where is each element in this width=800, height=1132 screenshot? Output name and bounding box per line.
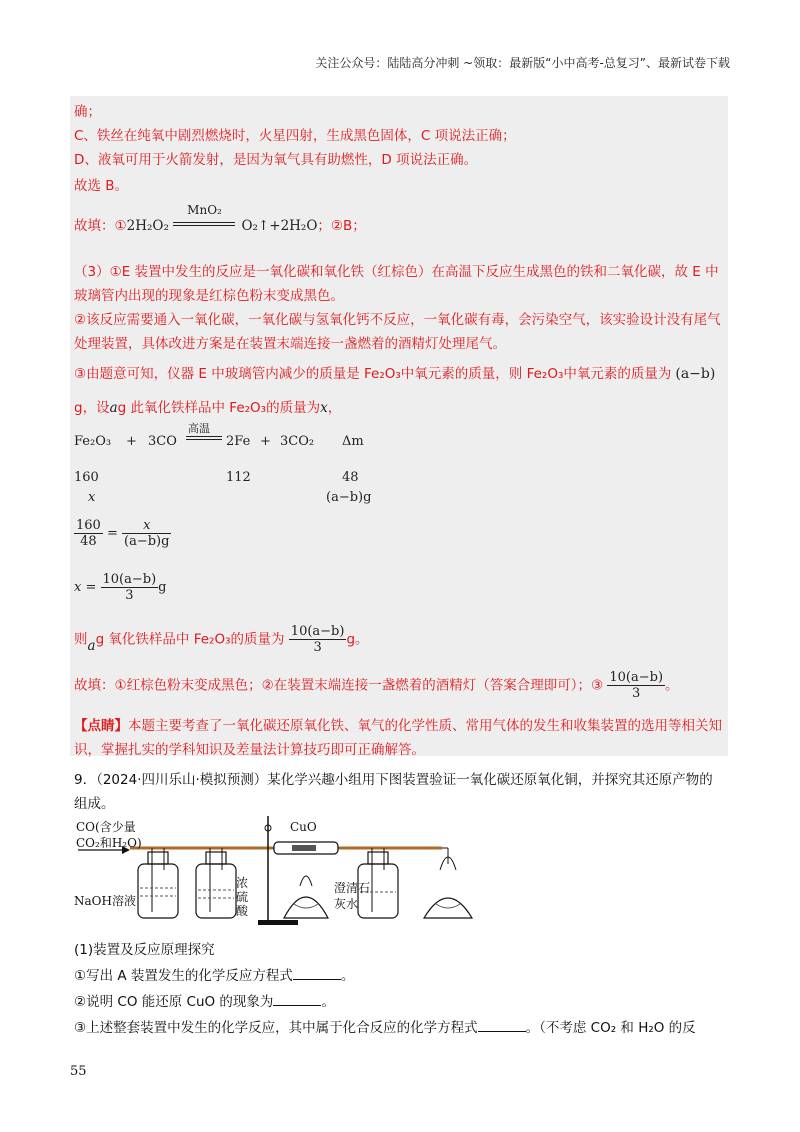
gas-inlet-label-2: CO₂和H₂O) — [76, 836, 142, 850]
q9-item-1: ①写出 A 装置发生的化学反应方程式 。 — [74, 968, 355, 984]
h2so4-label: 浓硫酸 — [236, 876, 249, 918]
answer-background — [70, 96, 728, 756]
fe: 2Fe — [226, 434, 251, 449]
naoh-label: NaOH溶液 — [74, 894, 136, 908]
cuo-label: CuO — [290, 820, 317, 834]
q9-item-3: ③上述整套装置中发生的化学反应，其中属于化合反应的化学方程式 。（不考虑 CO₂ 和 H₂O 的反 — [74, 1020, 696, 1036]
answer-line-d: D、液氧可用于火箭发射，是因为氧气具有助燃性，D 项说法正确。 — [74, 152, 478, 168]
co: 3CO — [148, 434, 177, 449]
co2: 3CO₂ — [280, 434, 315, 449]
part3-para2: ②该反应需要通入一氧化碳，一氧化碳与氢氧化钙不反应，一氧化碳有毒，会污染空气，该实验设计没有尾气处理装置，具体改进方案是在装置末端连接一盏燃着的酒精灯处理尾气。 — [74, 312, 721, 352]
result-line: 则ag 氧化铁样品中 Fe₂O₃的质量为 $\frac{10(a-b)}{3}$ g。 — [74, 624, 369, 655]
mno2-label: MnO₂ — [187, 203, 222, 217]
final-answer: 故填：①红棕色粉末变成黑色；②在装置末端连接一盏燃着的酒精灯（答案合理即可）；③ $\frac{10(a-b)}{3}$ 。 — [74, 670, 679, 701]
comment: 【点睛】本题主要考查了一氧化碳还原氧化铁、氧气的化学性质、常用气体的发生和收集装置的选用等相关知识，掌握扎实的学科知识及差量法计算技巧即可正确解答。 — [74, 718, 722, 758]
limewater-label: 澄清石灰水 — [334, 881, 371, 911]
comment-tag: 【点睛】 — [74, 718, 128, 734]
question-9-intro: 9．（2024·四川乐山·模拟预测）某化学兴趣小组用下图装置验证一氧化碳还原氧化铜，并探究其还原产物的组成。 — [74, 772, 713, 812]
q9-item-2: ②说明 CO 能还原 CuO 的现象为 。 — [74, 994, 335, 1010]
answer-fill-1 — [74, 203, 366, 234]
page-number: 55 — [70, 1064, 87, 1079]
part3-para1: （3）①E 装置中发生的反应是一氧化碳和氧化铁（红棕色）在高温下反应生成黑色的铁和二氧化碳，故 E 中玻璃管内出现的现象是红棕色粉末变成黑色。 — [74, 264, 719, 304]
answer-blank-2[interactable] — [273, 993, 321, 1006]
answer-blank-1[interactable] — [293, 967, 341, 980]
products: O₂↑+2H₂O — [241, 218, 318, 234]
x-solution: x = $\frac{10(a-b)}{3}$ g — [74, 572, 167, 603]
high-temp-arrow: 高温 — [186, 420, 222, 442]
answer-choice: 故选 B。 — [74, 178, 129, 194]
answer-blank-3[interactable] — [478, 1019, 526, 1032]
fill-suffix: ；②B； — [317, 218, 366, 234]
page-header: 关注公众号：陆陆高分冲刺 ~领取：最新版“小中高考-总复习”、最新试卷下载 — [315, 56, 730, 70]
gas-inlet-label: CO(含少量 — [76, 820, 136, 834]
fill-prefix: 故填：① — [74, 218, 127, 234]
delta-m: Δm — [342, 434, 364, 449]
answer-line-c: C、铁丝在纯氧中剧烈燃烧时，火星四射，生成黑色固体，C 项说法正确； — [74, 128, 516, 144]
fe2o3: Fe₂O₃ — [74, 434, 112, 449]
h2o2-reactant: 2H₂O₂ — [126, 218, 169, 234]
part3-para4: g，设ag 此氧化铁样品中 Fe₂O₃的质量为x， — [74, 400, 342, 416]
answer-line-1: 确； — [74, 104, 101, 120]
q9-part-1: (1)装置及反应原理探究 — [74, 942, 215, 958]
part3-para3: ③由题意可知，仪器 E 中玻璃管内减少的质量是 Fe₂O₃中氧元素的质量，则 Fe₂O₃中氧元素的质量为 (a−b) — [74, 366, 716, 382]
catalyst-arrow — [173, 203, 237, 233]
ratio-equation: $\frac{160}{48}$ = $\frac{x}{(a-b)g}$ — [76, 518, 170, 549]
